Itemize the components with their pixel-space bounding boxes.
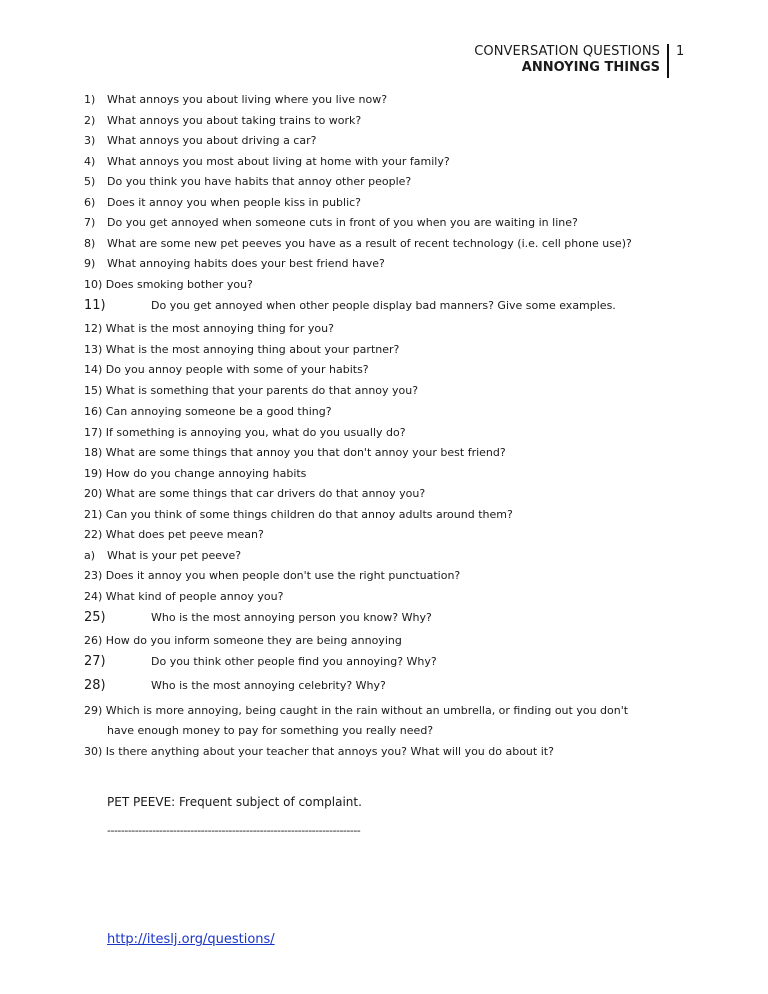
question-item: 29) Which is more annoying, being caught in the rain without an umbrella, or finding out you don't have enough money to pay for something you really need? xyxy=(84,704,629,737)
question-item: 4) What annoys you most about living at home with your family? xyxy=(84,155,450,168)
question-item: 16) Can annoying someone be a good thing? xyxy=(84,405,332,418)
question-item: 6) Does it annoy you when people kiss in public? xyxy=(84,196,362,209)
question-item: 18) What are some things that annoy you that don't annoy your best friend? xyxy=(84,446,506,459)
question-item: 15) What is something that your parents do that annoy you? xyxy=(84,384,419,397)
question-item: 24) What kind of people annoy you? xyxy=(84,590,284,603)
header-subtitle: ANNOYING THINGS xyxy=(521,60,660,75)
definition-note: PET PEEVE: Frequent subject of complaint. xyxy=(107,795,362,809)
question-item: 5) Do you think you have habits that annoy other people? xyxy=(84,175,412,188)
question-item: 20) What are some things that car drivers do that annoy you? xyxy=(84,487,426,500)
question-item: 12) What is the most annoying thing for you? xyxy=(84,322,334,335)
header-title: CONVERSATION QUESTIONS xyxy=(474,44,660,59)
question-item: 14) Do you annoy people with some of your habits? xyxy=(84,363,369,376)
question-item: 7) Do you get annoyed when someone cuts in front of you when you are waiting in line? xyxy=(84,216,578,229)
page-number: 1 xyxy=(676,44,685,59)
question-item: 27) Do you think other people find you annoying? Why? xyxy=(84,654,437,669)
header-divider xyxy=(667,44,669,78)
question-item: 19) How do you change annoying habits xyxy=(84,467,307,480)
question-item: 13) What is the most annoying thing about your partner? xyxy=(84,343,400,356)
question-item: 28) Who is the most annoying celebrity? Why? xyxy=(84,678,386,693)
question-item: 10) Does smoking bother you? xyxy=(84,278,253,291)
question-item: a) What is your pet peeve? xyxy=(84,549,242,562)
question-item: 25) Who is the most annoying person you know? Why? xyxy=(84,610,432,625)
question-item: 1) What annoys you about living where you live now? xyxy=(84,93,388,106)
question-item: 26) How do you inform someone they are being annoying xyxy=(84,634,402,647)
question-item: 21) Can you think of some things children do that annoy adults around them? xyxy=(84,508,513,521)
dashed-divider: ------------------------------------------------------------------------- xyxy=(107,824,361,837)
question-item: 17) If something is annoying you, what do you usually do? xyxy=(84,426,406,439)
question-item: 8) What are some new pet peeves you have as a result of recent technology (i.e. cell phone use)? xyxy=(84,237,632,250)
question-item: 22) What does pet peeve mean? xyxy=(84,528,264,541)
question-item: 3) What annoys you about driving a car? xyxy=(84,134,317,147)
document-header xyxy=(474,44,660,76)
question-item: 11) Do you get annoyed when other people display bad manners? Give some examples. xyxy=(84,298,616,313)
source-link[interactable]: http://iteslj.org/questions/ xyxy=(107,932,275,947)
question-item: 23) Does it annoy you when people don't use the right punctuation? xyxy=(84,569,461,582)
question-item: 30) Is there anything about your teacher that annoys you? What will you do about it? xyxy=(84,745,554,758)
question-item: 2) What annoys you about taking trains to work? xyxy=(84,114,362,127)
question-item: 9) What annoying habits does your best friend have? xyxy=(84,257,385,270)
